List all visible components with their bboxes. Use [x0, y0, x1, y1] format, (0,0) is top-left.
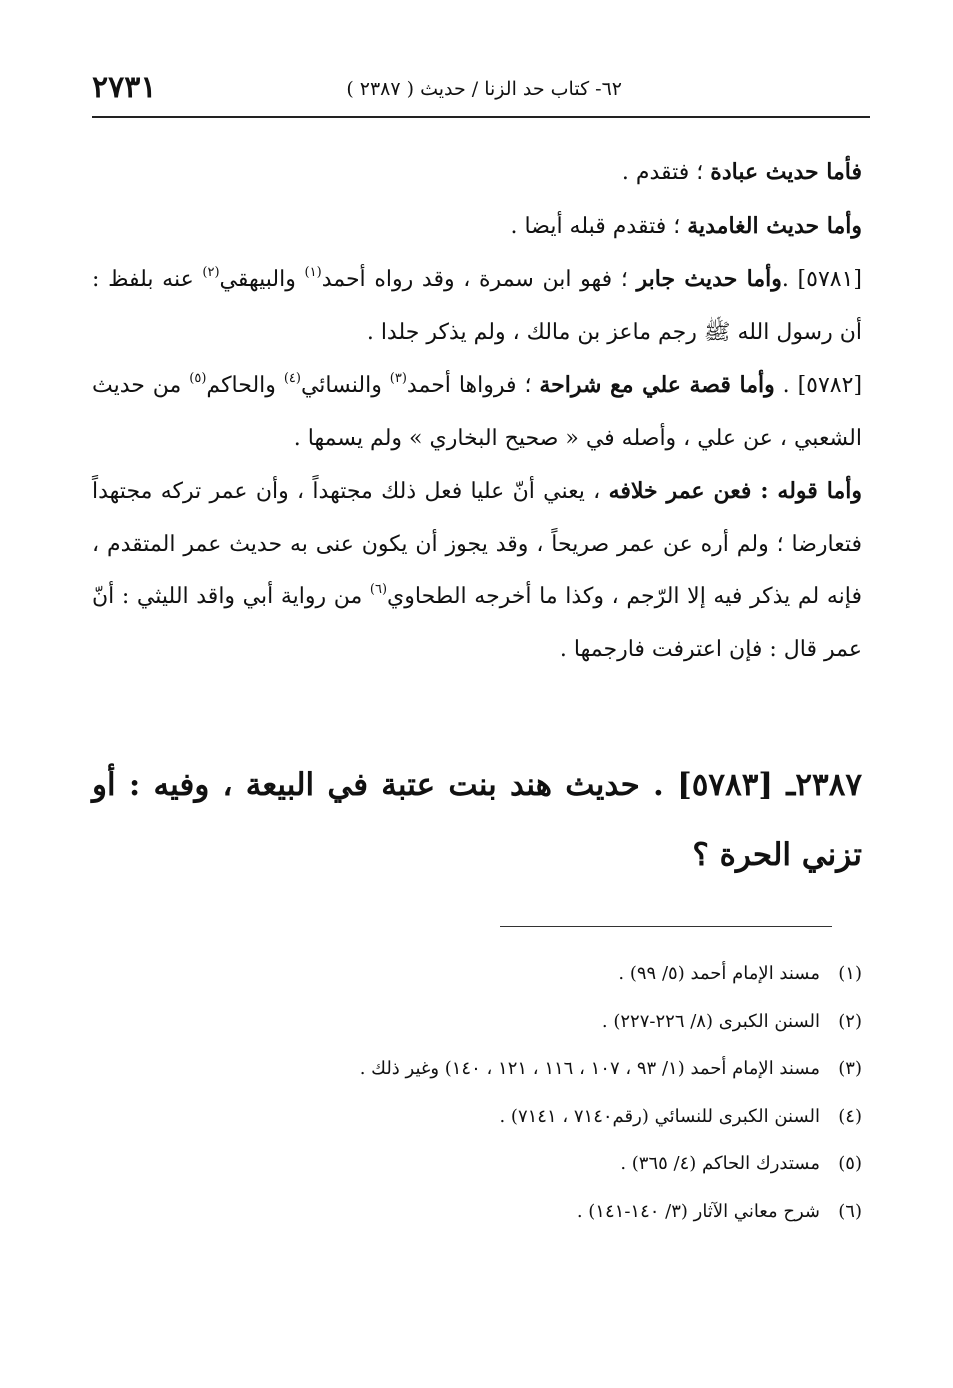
paragraph-text: والبيهقي	[219, 267, 305, 292]
header-rule	[92, 116, 870, 118]
hadith-reference: [٥٧٨١] .	[781, 267, 862, 292]
footnote	[92, 1188, 862, 1236]
paragraph-ubada	[92, 146, 862, 200]
footnote-marker: (٢)	[202, 265, 220, 280]
page-number: ٢٧٣١	[92, 70, 157, 105]
footnote-marker: (٣)	[389, 371, 407, 386]
paragraph-ghamidiya	[92, 200, 862, 254]
footnote-text: مسند الإمام أحمد (٥/ ٩٩) .	[618, 963, 820, 984]
paragraph-heading: وأما حديث الغامدية	[687, 212, 862, 239]
footnote-text: السنن الكبرى (٨/ ٢٢٦-٢٢٧) .	[601, 1010, 820, 1032]
footnote-marker: (٦)	[369, 582, 388, 597]
footnote-marker: (١)	[304, 265, 322, 280]
paragraph-heading: وأما قوله : فعن عمر خلافه	[608, 478, 862, 504]
footnote	[92, 950, 862, 998]
footnote	[92, 1140, 862, 1188]
footnote-number: (٥)	[838, 1153, 862, 1174]
paragraph-text: والنسائي	[300, 373, 390, 398]
footnote-number: (١)	[838, 963, 862, 984]
paragraph-text: ، يعني أنّ عليا فعل ذلك مجتهداً ، وأن عمر تركه مجتهداً فتعارضا ؛ ولم أره عن عمر صريحاً ، وقد يجوز أن يكون عنى به حديث عمر المتقدم ، فإنه لم يذكر فيه إلا الرّجم ، وكذا ما أخرجه الطحاوي	[92, 479, 862, 609]
paragraph-heading: وأما حديث جابر	[636, 266, 782, 292]
running-head	[92, 68, 870, 112]
paragraph-text: من حديث الشعبي ، عن علي ، وأصله في « صحيح البخاري » ولم يسمها .	[92, 373, 862, 451]
footnote-rule	[500, 926, 832, 927]
footnote-marker: (٥)	[189, 371, 207, 386]
paragraph-heading: فأما حديث عبادة	[710, 159, 862, 185]
running-title: ٦٢- كتاب حد الزنا / حديث ( ٢٣٨٧ )	[346, 78, 622, 100]
footnote	[92, 1045, 862, 1093]
paragraph-heading: وأما قصة علي مع شراحة	[539, 372, 775, 398]
footnote-text: السنن الكبرى للنسائي (رقم٧١٤٠ ، ٧١٤١) .	[499, 1105, 820, 1127]
paragraph-jabir	[92, 253, 862, 359]
footnote	[92, 998, 862, 1046]
paragraph-text: ؛ فتقدم قبله أيضا .	[510, 213, 688, 239]
hadith-heading	[92, 750, 862, 890]
footnotes	[92, 950, 862, 1235]
paragraph-ali-shuraha	[92, 359, 862, 465]
footnote-text: شرح معاني الآثار (٣/ ١٤٠-١٤١) .	[576, 1200, 820, 1222]
paragraph-umar	[92, 465, 862, 676]
hadith-reference: [٥٧٨٢] .	[774, 373, 863, 398]
hadith-number: ٢٣٨٧ـ	[786, 767, 862, 803]
footnote-number: (٤)	[838, 1105, 862, 1127]
hadith-reference: [٥٧٨٣] .	[639, 767, 787, 803]
paragraph-text: والحاكم	[206, 373, 284, 398]
paragraph-text: ؛ فتقدم .	[621, 160, 711, 185]
footnote-marker: (٤)	[283, 371, 301, 386]
paragraph-text: ؛ فهو ابن سمرة ، وقد رواه أحمد	[321, 267, 637, 292]
commentary-text	[92, 146, 862, 676]
paragraph-text: عنه بلفظ : أن رسول الله ﷺ رجم ماعز بن مالك ، ولم يذكر جلدا .	[92, 267, 862, 345]
footnote-text: مستدرك الحاكم (٤/ ٣٦٥) .	[620, 1153, 820, 1174]
paragraph-text: ؛ فرواها أحمد	[406, 373, 540, 398]
hadith-title: حديث هند بنت عتبة في البيعة ، وفيه : أو تزني الحرة ؟	[92, 767, 862, 873]
footnote	[92, 1093, 862, 1141]
footnote-number: (٦)	[838, 1200, 862, 1222]
footnote-number: (٣)	[838, 1058, 862, 1079]
paragraph-text: من رواية أبي واقد الليثي : أنّ عمر قال : فإن اعترفت فارجمها .	[92, 584, 862, 662]
footnote-number: (٢)	[838, 1010, 862, 1032]
footnote-text: مسند الإمام أحمد (١/ ٩٣ ، ١٠٧ ، ١١٦ ، ١٢١ ، ١٤٠) وغير ذلك .	[359, 1058, 820, 1079]
